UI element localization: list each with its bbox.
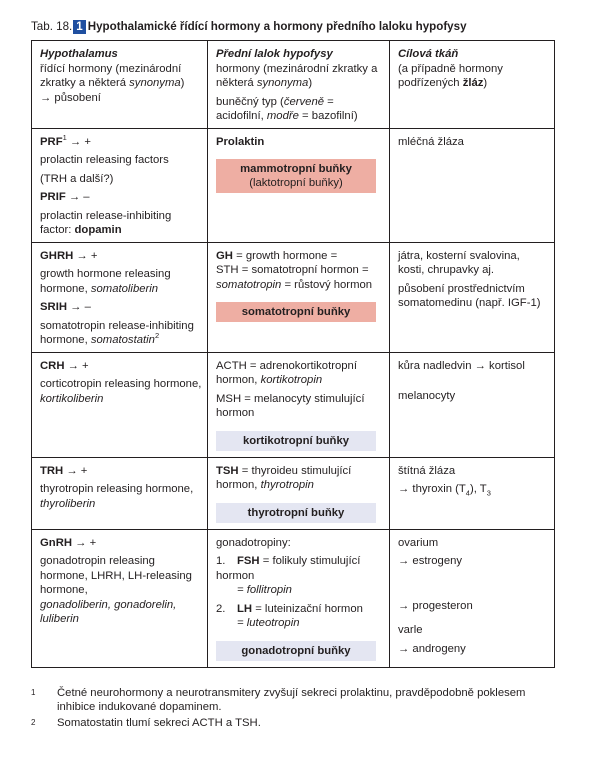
cell-gn-pituitary: [208, 529, 390, 667]
footnote-2: [31, 716, 556, 730]
gh-name: = growth hormone =: [232, 249, 338, 262]
footnote-2-text: Somatostatin tlumí sekreci ACTH a TSH.: [57, 717, 261, 729]
prif-dopamine: dopamin: [74, 224, 122, 236]
ghrh-synonym: somatoliberin: [90, 282, 159, 295]
footnote-2-mark: 2: [31, 718, 36, 727]
header-col1-text: řídící hormony (mezinárodní zkratky a některá: [40, 62, 182, 89]
cell-acth-target: [390, 352, 555, 457]
footnote-ref-1: 1: [62, 132, 67, 142]
prif-effect: → –: [65, 191, 90, 203]
mammotropic-cells-box: [216, 159, 376, 193]
caption-prefix: Tab. 18.: [31, 20, 73, 33]
gnrh-synonyms: gonadoliberin, gonadorelin, luliberin: [40, 598, 177, 625]
header-target-tissue: [390, 41, 555, 129]
progesterone-label: → progesteron: [398, 599, 473, 612]
cell-prolactin-target: [390, 128, 555, 242]
celltype-text-a: buněčný typ (: [216, 95, 284, 108]
somatotropic-cells-label: somatotropní buňky: [241, 306, 351, 318]
prolactin-label: Prolaktin: [216, 135, 265, 148]
trh-synonym: thyroliberin: [40, 497, 96, 510]
footnote-1-mark: 1: [31, 688, 36, 697]
crh-name: corticotropin releasing hormone,: [40, 378, 202, 390]
table-row-gonadotropins: [32, 529, 555, 667]
cell-gn-hypothalamus: [32, 529, 208, 667]
header-col1-title: Hypothalamus: [40, 48, 118, 60]
trh-effect: → +: [63, 464, 88, 477]
estrogens-label: → estrogeny: [398, 555, 463, 567]
cell-tsh-pituitary: [208, 457, 390, 529]
t3-label: ), T: [469, 483, 487, 495]
table-caption: [31, 20, 467, 34]
gnrh-label: GnRH: [40, 536, 73, 549]
somatotropic-cells-box: [216, 302, 376, 322]
table-row-acth: [32, 352, 555, 457]
crh-effect: → +: [64, 359, 89, 372]
table-row-prolactin: [32, 128, 555, 242]
ghrh-name: growth hormone releasing hormone,: [40, 268, 171, 295]
tsh-label: TSH: [216, 464, 239, 477]
thyroxin-label: → thyroxin (T: [398, 483, 466, 495]
lactotropic-cells-label: (laktotropní buňky): [249, 177, 343, 189]
header-col3-desc: [398, 62, 549, 91]
header-col3-bold: žláz: [462, 77, 484, 89]
header-col2-desc: [216, 62, 384, 91]
cell-gh-target: [390, 242, 555, 352]
mammary-gland-label: mléčná žláza: [398, 135, 464, 148]
ovary-target: ovarium: [398, 536, 439, 549]
cell-prolactin-hypothalamus: [32, 128, 208, 242]
prif-name: prolactin release-inhibiting factor:: [40, 209, 172, 236]
caption-number-badge: 1: [73, 20, 85, 34]
lh-synonym: = luteotropin: [237, 617, 300, 629]
melanocytes-target: melanocyty: [398, 390, 456, 402]
table-header-row: [32, 41, 555, 129]
androgens-label: → androgeny: [398, 642, 466, 655]
footnote-1: [31, 686, 556, 714]
acth-name: ACTH = adrenokortikotropní hormon,: [216, 359, 357, 386]
gh-target-tissues: játra, kosterní svalovina, kosti, chrupavky aj.: [398, 249, 520, 276]
gh-mechanism: působení prostřednictvím somatomedinu (např. IGF-1): [398, 282, 541, 309]
celltype-blue-word: modře: [266, 110, 299, 122]
cell-gn-target: [390, 529, 555, 667]
srih-name: somatotropin release-inhibiting hormone,: [40, 319, 194, 346]
gonadotropic-cells-label: gonadotropní buňky: [241, 644, 351, 657]
fsh-synonym: = follitropin: [237, 584, 292, 596]
cell-gh-hypothalamus: [32, 242, 208, 352]
cell-gh-pituitary: [208, 242, 390, 352]
t4-subscript: 4: [465, 488, 470, 498]
header-col2-celltype: [216, 95, 384, 124]
header-hypothalamus: [32, 41, 208, 129]
ghrh-label: GHRH: [40, 249, 74, 262]
thyrotropic-cells-label: thyrotropní buňky: [247, 506, 345, 519]
header-col3-title: Cílová tkáň: [398, 48, 459, 60]
prf-effect: → +: [66, 135, 91, 148]
header-col2-italic: synonyma: [256, 77, 309, 89]
header-col1-italic: synonyma: [129, 77, 181, 89]
cell-tsh-target: [390, 457, 555, 529]
fsh-label: FSH: [237, 555, 260, 567]
table-row-tsh: [32, 457, 555, 529]
celltype-text-c: = bazofilní): [298, 110, 358, 122]
prif-label: PRIF: [40, 191, 66, 203]
corticotropic-cells-box: [216, 431, 376, 451]
msh-name: MSH = melanocyty stimulující hormon: [216, 392, 365, 419]
header-col3-end: ): [483, 77, 488, 89]
lh-number: 2.: [216, 602, 226, 615]
caption-title: Hypothalamické řídící hormony a hormony předního laloku hypofysy: [87, 20, 467, 33]
acth-synonym: kortikotropin: [260, 374, 323, 386]
gnrh-effect: → +: [72, 536, 97, 549]
growth-hormone-cz: = růstový hormon: [281, 278, 373, 291]
header-col1-effect: → působení: [40, 91, 101, 104]
header-col2-text: hormony (mezinárodní zkratky a některá: [216, 62, 378, 89]
footnote-ref-2: 2: [154, 331, 160, 341]
header-col1-end: ): [180, 77, 185, 89]
srih-effect: → –: [67, 301, 91, 313]
corticotropic-cells-label: kortikotropní buňky: [242, 434, 350, 447]
crh-label: CRH: [40, 359, 65, 372]
hormone-table: [31, 40, 555, 668]
tsh-synonym: thyrotropin: [260, 479, 314, 491]
ghrh-effect: → +: [73, 249, 98, 262]
prf-name: prolactin releasing factors: [40, 154, 169, 166]
testis-target: varle: [398, 624, 423, 636]
footnote-1-text: Četné neurohormony a neurotransmitery zvyšují sekreci prolaktinu, pravděpodobně poklesem inhibice indukované dopaminem.: [57, 687, 526, 713]
thyroid-target: štítná žláza: [398, 464, 456, 477]
gonadotropic-cells-box: [216, 641, 376, 661]
trh-label: TRH: [40, 464, 64, 477]
prf-note: (TRH a další?): [40, 172, 114, 185]
tsh-name: = thyroideu stimulující hormon,: [216, 464, 352, 491]
fsh-number: 1.: [216, 555, 226, 567]
lh-label: LH: [237, 602, 253, 615]
adrenal-cortex-target: kůra nadledvin → kortisol: [398, 359, 525, 372]
gonadotropins-intro: gonadotropiny:: [216, 536, 291, 549]
trh-name: thyrotropin releasing hormone,: [40, 483, 194, 495]
cell-acth-pituitary: [208, 352, 390, 457]
celltype-text-b: = acidofilní,: [216, 95, 334, 122]
header-col2-title: Přední lalok hypofysy: [216, 48, 333, 60]
fsh-name: = folikuly stimulující hormon: [216, 555, 361, 582]
celltype-red-word: červeně: [283, 95, 325, 108]
mammotropic-cells-label: mammotropní buňky: [240, 163, 352, 175]
table-row-growth-hormone: [32, 242, 555, 352]
crh-synonym: kortikoliberin: [40, 392, 104, 405]
lh-name: = luteinizační hormon: [252, 602, 363, 615]
sth-name: STH = somatotropní hormon =: [216, 264, 369, 276]
cell-acth-hypothalamus: [32, 352, 208, 457]
gh-label: GH: [216, 249, 233, 262]
cell-prolactin-pituitary: [208, 128, 390, 242]
cell-tsh-hypothalamus: [32, 457, 208, 529]
header-col3-text: (a případně hormony podřízených: [398, 62, 503, 89]
header-anterior-pituitary: [208, 41, 390, 129]
t3-subscript: 3: [486, 488, 491, 498]
thyrotropic-cells-box: [216, 503, 376, 523]
header-col1-desc: [40, 62, 202, 91]
srih-synonym: somatostatin: [90, 334, 155, 346]
header-col2-end: ): [308, 77, 313, 89]
prf-label: PRF: [40, 135, 63, 148]
somatotropin-synonym: somatotropin: [216, 278, 282, 291]
srih-label: SRIH: [40, 301, 67, 313]
gnrh-name: gonadotropin releasing hormone, LHRH, LH-releasing hormone,: [40, 555, 192, 596]
